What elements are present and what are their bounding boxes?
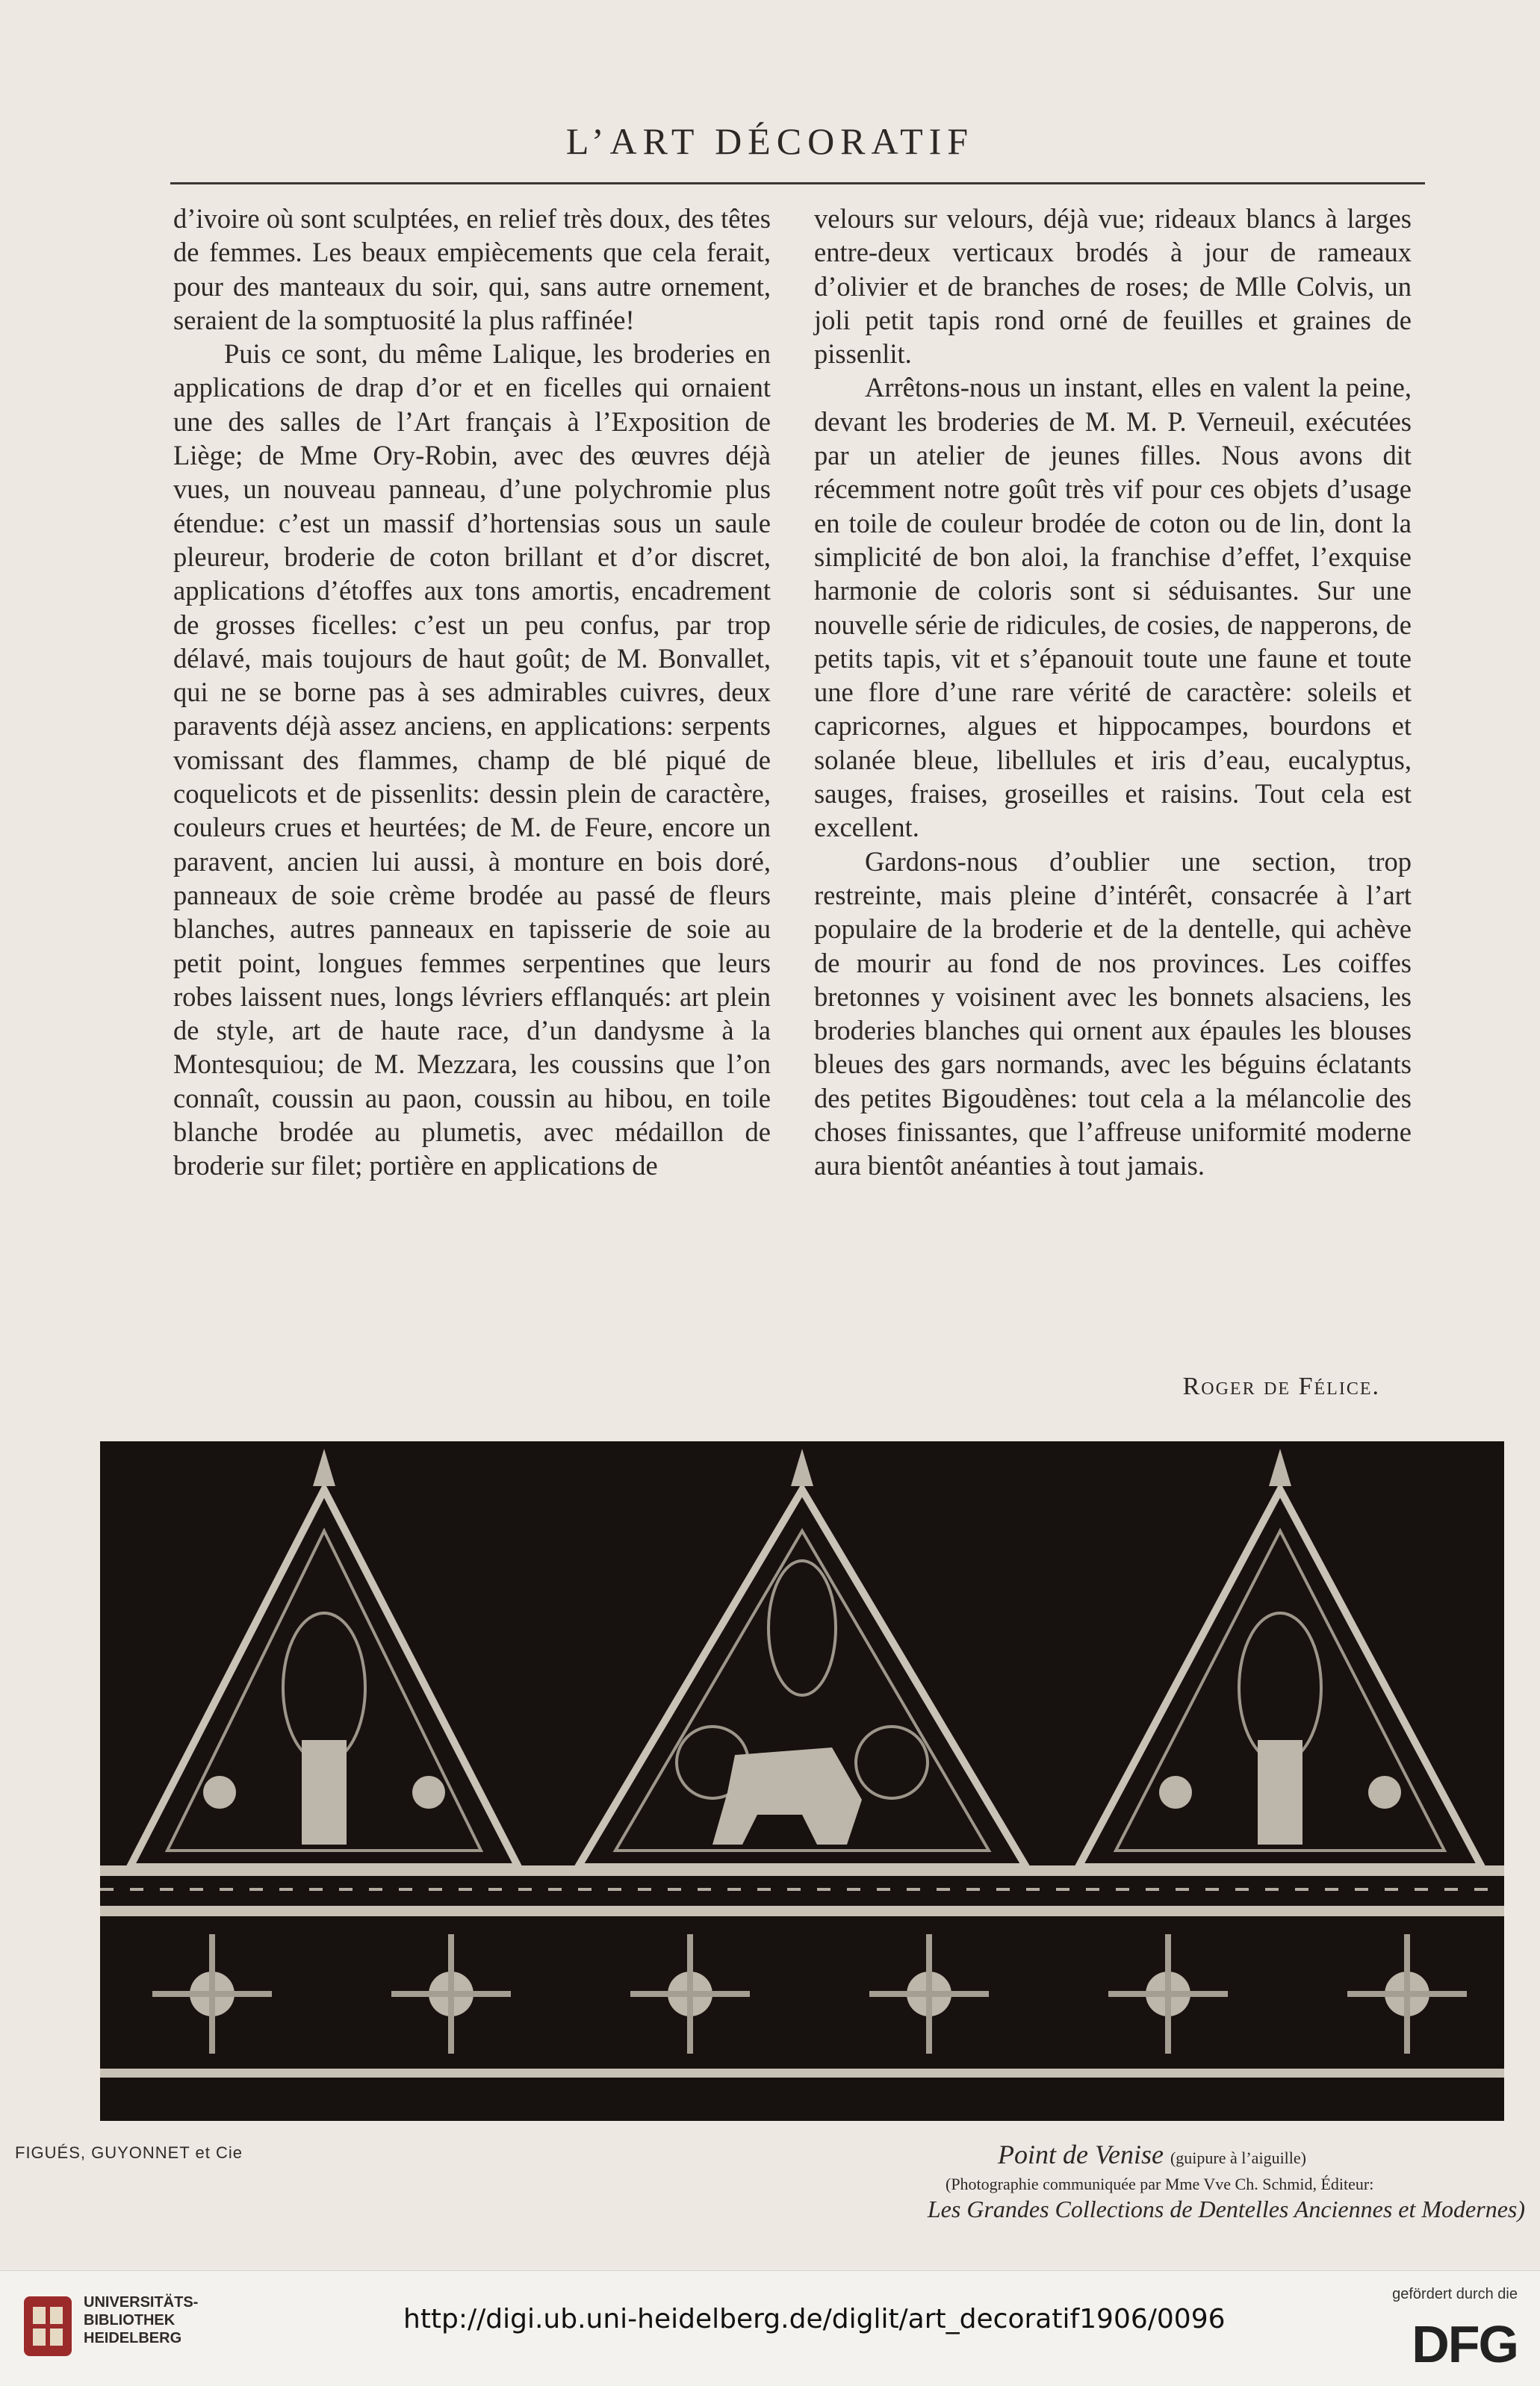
lace-photograph <box>100 1441 1504 2121</box>
footer-bar <box>0 2270 1540 2386</box>
permalink[interactable]: http://digi.ub.uni-heidelberg.de/diglit/art_decoratif1906/0096 <box>403 2304 1226 2334</box>
institution-name <box>84 2293 198 2347</box>
left-column <box>173 202 771 1183</box>
author-signature: Roger de Félice. <box>1182 1373 1380 1400</box>
figure-caption-title <box>998 2139 1306 2170</box>
university-seal-icon <box>21 2293 75 2359</box>
lace-pattern-image <box>100 1441 1504 2121</box>
paragraph: d’ivoire où sont sculptées, en relief très doux, des têtes de femmes. Les beaux empiècements que cela ferait, pour des manteaux du soir, qui, sans autre ornement, seraient de la somptuosité la plus raffinée! <box>173 203 771 335</box>
figure-title-note: (guipure à l’aiguille) <box>1170 2149 1306 2167</box>
institution-line: HEIDELBERG <box>84 2330 182 2346</box>
running-header: L’ART DÉCORATIF <box>565 120 975 162</box>
header-rule <box>170 182 1425 184</box>
paragraph: Gardons-nous d’oublier une section, trop restreinte, mais pleine d’intérêt, consacrée à l’art populaire de la broderie et de la dentelle, qui achève de mourir au fond de nos provinces. Les coiffes bretonnes y voisinent avec les bonnets alsaciens, les broderies blanches qui ornent aux épaules les blouses bleues des gars normands, avec les béguins éclatants des petites Bigoudènes: tout cela a la mélancolie des choses finissantes, que l’affreuse uniformité moderne aura bientôt anéanties à tout jamais. <box>814 845 1412 1181</box>
figure-title: Point de Venise <box>998 2140 1164 2169</box>
institution-line: BIBLIOTHEK <box>84 2312 176 2328</box>
figure-credit: (Photographie communiquée par Mme Vve Ch. Schmid, Éditeur: <box>946 2175 1374 2193</box>
funding-note: gefördert durch die <box>1392 2286 1518 2302</box>
figure-series: Les Grandes Collections de Dentelles Anciennes et Modernes) <box>927 2196 1525 2222</box>
dfg-logo: DFG <box>1412 2315 1518 2373</box>
paragraph: velours sur velours, déjà vue; rideaux blancs à larges entre-deux verticaux brodés à jour de rameaux d’olivier et de branches de roses; de Mlle Colvis, un joli petit tapis rond orné de feuilles et graines de pissenlit. <box>814 203 1412 370</box>
institution-line: UNIVERSITÄTS- <box>84 2294 199 2311</box>
paragraph: Puis ce sont, du même Lalique, les broderies en applications de drap d’or et en ficelles qui ornaient une des salles de l’Art français à l’Exposition de Liège; de Mme Ory-Robin, avec des œuvres déjà vues, un nouveau panneau, d’une polychromie plus étendue: c’est un massif d’hortensias sous un saule pleureur, broderie de coton brillant et d’or discret, applications d’étoffes aux tons amortis, encadrement de grosses ficelles: c’est un peu confus, par trop délavé, mais toujours de haut goût; de M. Bonvallet, qui ne se borne pas à ses admirables cuivres, deux paravents déjà assez anciens, en applications: serpents vomissant des flammes, champ de blé piqué de coquelicots et de pissenlits: dessin plein de caractère, couleurs crues et heurtées; de M. de Feure, encore un paravent, ancien lui aussi, à monture en bois doré, panneaux de soie crème brodée au passé de fleurs blanches, autres panneaux en tapisserie de soie au petit point, longues femmes serpentines que leurs robes laissent nues, longs lévriers efflanqués: art plein de style, art de haute race, d’un dandysme à la Montesquiou; de M. Mezzara, les coussins que l’on connaît, coussin au paon, coussin au hibou, en toile blanche brodée au plumetis, avec médaillon de broderie sur filet; portière en applications de <box>173 338 771 1181</box>
paragraph: Arrêtons-nous un instant, elles en valent la peine, devant les broderies de M. M. P. Verneuil, exécutées par un atelier de jeunes filles. Nous avons dit récemment notre goût très vif pour ces objets d’usage en toile de couleur brodée de coton ou de lin, dont la simplicité de bon aloi, la franchise d’effet, l’exquise harmonie de coloris sont si séduisantes. Sur une nouvelle série de ridicules, de cosies, de napperons, de petits tapis, vit et s’épanouit toute une faune et toute une flore d’une rare vérité de caractère: soleils et capricornes, algues et hippocampes, bourdons et solanée bleue, libellules et iris d’eau, eucalyptus, sauges, fraises, groseilles et raisins. Tout cela est excellent. <box>814 372 1412 843</box>
right-column <box>814 202 1412 1183</box>
publisher-credit: FIGUÉS, GUYONNET et Cie <box>15 2143 243 2162</box>
